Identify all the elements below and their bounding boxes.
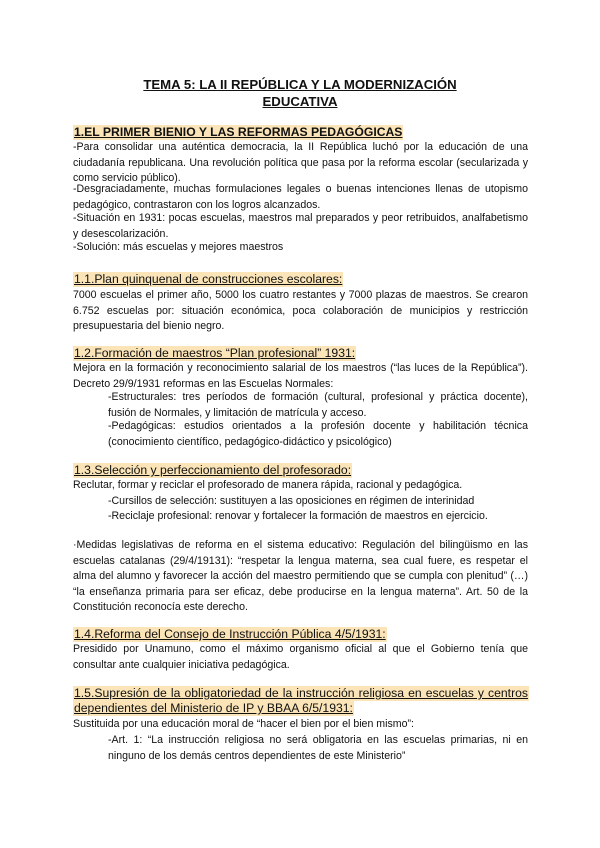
document-title-line-2: EDUCATIVA (262, 94, 338, 109)
document-title-line-1: TEMA 5: LA II REPÚBLICA Y LA MODERNIZACIÓN (143, 77, 457, 92)
section-1-paragraph-2: -Desgraciadamente, muchas formulaciones legales o buenas intenciones llenas de utopismo pedagógico, contrastaron con los logros alcanzados. (73, 183, 528, 211)
section-1-5-heading-line-1: 1.5.Supresión de la obligatoriedad de la instrucción religiosa en escuelas y centros (74, 686, 528, 700)
section-1-2-bullet-1: -Estructurales: tres períodos de formación (cultural, profesional y práctica docente), fusión de Normales, y limitación de matrícula y acceso. (108, 391, 528, 419)
section-1-2-heading: 1.2.Formación de maestros “Plan profesional” 1931: (74, 346, 356, 360)
section-1-3-paragraph-2: ·Medidas legislativas de reforma en el sistema educativo: Regulación del bilingüismo en las escuelas catalanas (29/4/19131): “respetar la lengua materna, sea cual fuere, es respetar el alma del alumno y favorecer la acción del maestro permitiendo que se cumpla con plenitud” (…) “la enseñanza primaria para ser eficaz, debe producirse en la lengua materna”. Art. 50 de la Constitución reconocía este derecho. (73, 539, 528, 614)
section-1-1-paragraph: 7000 escuelas el primer año, 5000 los cuatro restantes y 7000 plazas de maestros. Se crearon 6.752 escuelas por: situación económica, poca colaboración de municipios y restricción presupuestaria del bienio negro. (73, 289, 528, 333)
section-1-2-paragraph: Mejora en la formación y reconocimiento salarial de los maestros (“las luces de la República”). Decreto 29/9/1931 reformas en las Escuelas Normales: (73, 362, 528, 390)
section-1-3-heading: 1.3.Selección y perfeccionamiento del profesorado: (74, 463, 352, 477)
section-1-paragraph-4: -Solución: más escuelas y mejores maestros (73, 241, 284, 253)
section-1-heading: 1.EL PRIMER BIENIO Y LAS REFORMAS PEDAGÓGICAS (74, 125, 403, 139)
section-1-3-bullet-1: -Cursillos de selección: sustituyen a las oposiciones en régimen de interinidad (108, 495, 475, 507)
section-1-4-heading: 1.4.Reforma del Consejo de Instrucción Pública 4/5/1931: (74, 627, 386, 641)
section-1-5-heading-line-2: dependientes del Ministerio de IP y BBAA 6/5/1931: (74, 701, 353, 715)
section-1-2-bullet-2: -Pedagógicas: estudios orientados a la profesión docente y habilitación técnica (conocimiento científico, pedagógico-didáctico y psicológico) (108, 420, 528, 448)
section-1-3-bullet-2: -Reciclaje profesional: renovar y fortalecer la formación de maestros en ejercicio. (108, 510, 488, 522)
section-1-3-paragraph-1: Reclutar, formar y reciclar el profesorado de manera rápida, racional y pedagógica. (73, 479, 463, 491)
section-1-1-heading: 1.1.Plan quinquenal de construcciones escolares: (74, 272, 343, 286)
section-1-5-bullet-1: -Art. 1: “La instrucción religiosa no será obligatoria en las escuelas primarias, ni en ninguno de los demás centros dependientes de este Ministerio” (108, 734, 528, 762)
section-1-paragraph-1: -Para consolidar una auténtica democracia, la II República luchó por la educación de una ciudadanía republicana. Una revolución política que pasa por la reforma escolar (secularizada y como servicio público). (73, 141, 528, 185)
section-1-paragraph-3: -Situación en 1931: pocas escuelas, maestros mal preparados y peor retribuidos, analfabetismo y desescolarización. (73, 212, 528, 240)
section-1-4-paragraph: Presidido por Unamuno, como el máximo organismo oficial al que el Gobierno tenía que consultar ante cualquier iniciativa pedagógica. (73, 643, 528, 671)
section-1-5-paragraph: Sustituida por una educación moral de “hacer el bien por el bien mismo”: (73, 718, 414, 730)
